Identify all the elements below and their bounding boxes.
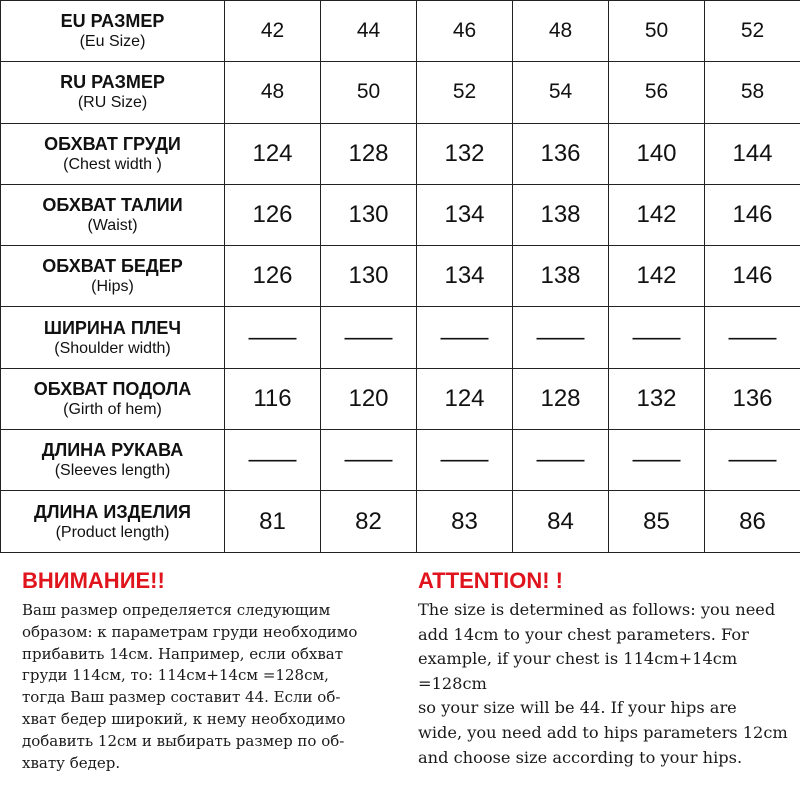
row-label-russian: ДЛИНА РУКАВА (41, 440, 184, 461)
row-label-cell (1, 62, 225, 123)
row-label-cell (1, 246, 225, 307)
table-cell: —— (513, 307, 609, 368)
table-row (1, 1, 800, 62)
table-row (1, 430, 800, 491)
table-cell: 56 (609, 62, 705, 123)
table-cell: —— (705, 430, 800, 491)
row-label-cell (1, 307, 225, 368)
notice-russian-body: Ваш размер определяется следующим образом: к параметрам груди необходимо прибавить 14см. Например, если обхват груди 114см, то: 114см+14см =128см, тогда Ваш размер составит 44. Если об- хват бедер широкий, к нему необходимо добавить 12см и выбирать размер по об- хвату бедер. (22, 601, 358, 772)
row-label-russian: ОБХВАТ ПОДОЛА (33, 378, 192, 399)
table-cell: —— (225, 307, 321, 368)
table-cell: 136 (513, 123, 609, 184)
row-label-english: (Eu Size) (79, 33, 146, 51)
table-row (1, 246, 800, 307)
row-label-russian: ДЛИНА ИЗДЕЛИЯ (34, 501, 191, 522)
notice-russian (22, 566, 412, 774)
table-cell: —— (225, 430, 321, 491)
table-cell: 50 (321, 62, 417, 123)
table-cell: 81 (225, 491, 321, 552)
size-chart-body (1, 1, 800, 553)
table-cell: 42 (225, 1, 321, 62)
table-cell: 58 (705, 62, 800, 123)
table-cell: 138 (513, 184, 609, 245)
row-label-english: (Hips) (91, 278, 134, 296)
table-cell: 128 (321, 123, 417, 184)
table-cell: 142 (609, 184, 705, 245)
table-cell: 142 (609, 246, 705, 307)
table-cell: 126 (225, 246, 321, 307)
row-label-russian: ОБХВАТ ГРУДИ (44, 133, 181, 154)
row-label-russian: ОБХВАТ ТАЛИИ (42, 195, 183, 216)
notice-english-body: The size is determined as follows: you need add 14cm to your chest parameters. For example, if your chest is 114cm+14cm =128cm so your size will be 44. If your hips are wide, you need add to hips parameters 12cm and choose size according to your hips. (418, 600, 788, 767)
row-label-cell (1, 1, 225, 62)
table-row (1, 491, 800, 552)
table-cell: —— (321, 307, 417, 368)
row-label-cell (1, 184, 225, 245)
row-label-english: (Waist) (87, 217, 138, 235)
table-cell: 134 (417, 184, 513, 245)
table-row (1, 307, 800, 368)
table-cell: 48 (225, 62, 321, 123)
table-cell: —— (417, 430, 513, 491)
row-label-english: (Sleeves length) (54, 462, 171, 480)
row-label-cell (1, 491, 225, 552)
row-label-cell (1, 430, 225, 491)
row-label-english: (Product length) (55, 523, 170, 541)
table-row (1, 123, 800, 184)
table-cell: 86 (705, 491, 800, 552)
table-cell: 52 (705, 1, 800, 62)
table-row (1, 184, 800, 245)
table-cell: 46 (417, 1, 513, 62)
row-label-english: (Shoulder width) (54, 339, 171, 357)
table-cell: 124 (225, 123, 321, 184)
row-label-russian: RU РАЗМЕР (60, 72, 165, 93)
table-cell: 132 (417, 123, 513, 184)
table-cell: —— (417, 307, 513, 368)
table-cell: —— (705, 307, 800, 368)
table-cell: 144 (705, 123, 800, 184)
row-label-english: (RU Size) (77, 94, 148, 112)
table-cell: 120 (321, 368, 417, 429)
row-label-english: (Girth of hem) (63, 400, 162, 418)
table-cell: 83 (417, 491, 513, 552)
table-cell: —— (609, 430, 705, 491)
table-cell: 146 (705, 246, 800, 307)
table-cell: 50 (609, 1, 705, 62)
table-cell: 84 (513, 491, 609, 552)
table-cell: 140 (609, 123, 705, 184)
row-label-russian: ОБХВАТ БЕДЕР (42, 256, 183, 277)
row-label-cell (1, 123, 225, 184)
notice-english-title: ATTENTION! ! (418, 568, 564, 593)
table-cell: 128 (513, 368, 609, 429)
table-cell: 136 (705, 368, 800, 429)
table-cell: 132 (609, 368, 705, 429)
table-cell: 130 (321, 184, 417, 245)
table-cell: —— (609, 307, 705, 368)
notice-english (418, 566, 798, 770)
table-cell: 134 (417, 246, 513, 307)
table-row (1, 368, 800, 429)
table-cell: 138 (513, 246, 609, 307)
table-cell: 44 (321, 1, 417, 62)
table-cell: 54 (513, 62, 609, 123)
table-cell: 52 (417, 62, 513, 123)
row-label-russian: ШИРИНА ПЛЕЧ (43, 317, 182, 338)
row-label-cell (1, 368, 225, 429)
table-cell: 130 (321, 246, 417, 307)
table-cell: —— (513, 430, 609, 491)
table-cell: 124 (417, 368, 513, 429)
row-label-english: (Chest width ) (63, 155, 162, 173)
table-row (1, 62, 800, 123)
notice-russian-title: ВНИМАНИЕ!! (22, 568, 165, 593)
table-cell: 116 (225, 368, 321, 429)
table-cell: 126 (225, 184, 321, 245)
table-cell: 146 (705, 184, 800, 245)
table-cell: 48 (513, 1, 609, 62)
table-cell: 85 (609, 491, 705, 552)
row-label-russian: EU РАЗМЕР (60, 11, 165, 32)
table-cell: —— (321, 430, 417, 491)
table-cell: 82 (321, 491, 417, 552)
